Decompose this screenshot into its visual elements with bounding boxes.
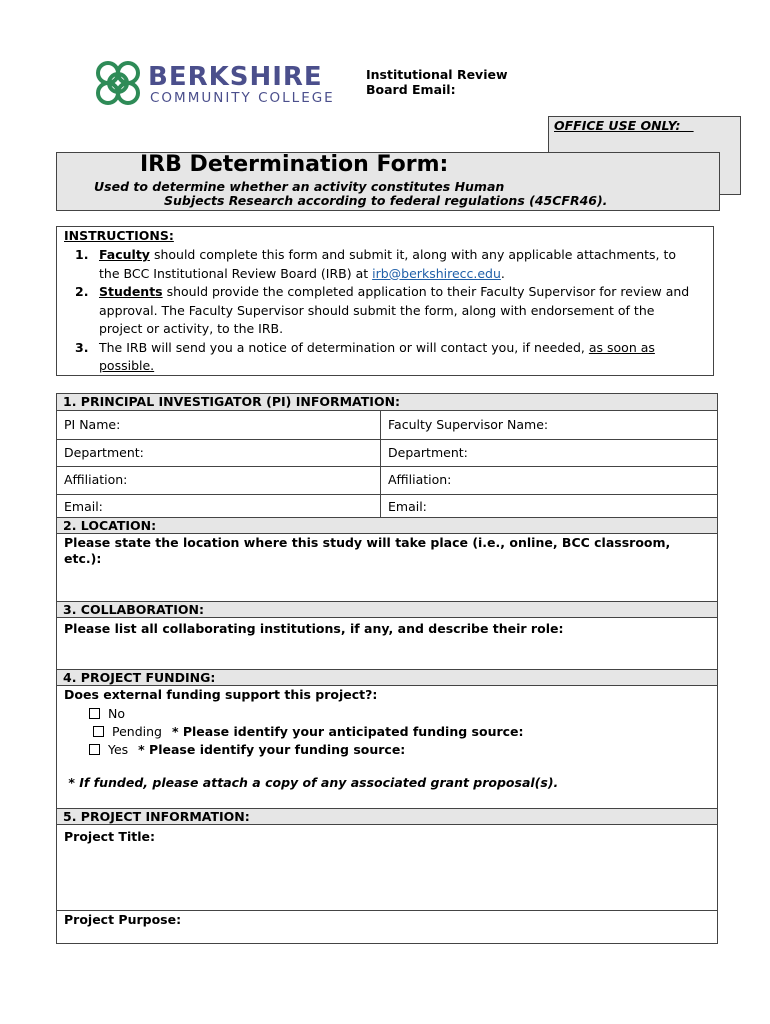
- section-heading-location: 2. LOCATION:: [57, 517, 717, 534]
- funding-option-pending: Pending * Please identify your anticipated funding source:: [93, 724, 524, 739]
- irb-email-link[interactable]: irb@berkshirecc.edu: [372, 265, 501, 281]
- instructions-heading: INSTRUCTIONS:: [64, 228, 174, 243]
- section-heading-collaboration: 3. COLLABORATION:: [57, 601, 717, 618]
- logo-wordmark-berkshire: BERKSHIRE: [148, 62, 323, 92]
- instruction-item: 3. The IRB will send you a notice of determination or will contact you, if needed, as soon as possible.: [75, 339, 655, 373]
- supervisor-email-label: Email:: [388, 499, 427, 514]
- funding-option-no: No: [89, 706, 125, 721]
- instructions-list: [75, 246, 695, 376]
- office-use-title: OFFICE USE ONLY:: [554, 118, 694, 133]
- supervisor-affiliation-label: Affiliation:: [388, 472, 452, 487]
- funding-prompt: Does external funding support this project?:: [64, 687, 378, 702]
- form-title: IRB Determination Form:: [140, 152, 449, 177]
- section-heading-pi: 1. PRINCIPAL INVESTIGATOR (PI) INFORMATION:: [57, 394, 717, 411]
- location-prompt: Please state the location where this study will take place (i.e., online, BCC classroom, etc.):: [64, 535, 671, 566]
- instruction-item: 1. Faculty should complete this form and submit it, along with any applicable attachments, to the BCC Institutional Review Board (IRB) at irb@berkshirecc.edu.: [75, 247, 677, 281]
- pi-affiliation-label: Affiliation:: [64, 472, 128, 487]
- section-heading-project: 5. PROJECT INFORMATION:: [57, 808, 717, 825]
- instruction-item: 2. Students should provide the completed application to their Faculty Supervisor for review and approval. The Faculty Supervisor should submit the form, along with endorsement of the project or activity, to the IRB.: [75, 284, 690, 336]
- checkbox-pending[interactable]: [93, 726, 104, 737]
- subtitle-line-2: Subjects Research according to federal regulations (45CFR46).: [164, 193, 608, 208]
- logo-wordmark-college: COMMUNITY COLLEGE: [150, 90, 335, 106]
- instructions-box: [56, 226, 714, 376]
- checkbox-yes[interactable]: [89, 744, 100, 755]
- form-table: [56, 393, 718, 944]
- funding-option-yes: Yes * Please identify your funding source:: [89, 742, 405, 757]
- project-purpose-label: Project Purpose:: [64, 912, 182, 927]
- college-logo-knot: [90, 55, 146, 111]
- subtitle-line-1: Used to determine whether an activity constitutes Human: [94, 179, 505, 194]
- faculty-supervisor-name-label: Faculty Supervisor Name:: [388, 417, 549, 432]
- collaboration-prompt: Please list all collaborating institutions, if any, and describe their role:: [64, 621, 564, 636]
- pi-email-label: Email:: [64, 499, 103, 514]
- checkbox-no[interactable]: [89, 708, 100, 719]
- funding-footnote: * If funded, please attach a copy of any associated grant proposal(s).: [64, 775, 559, 790]
- pi-name-label: PI Name:: [64, 417, 121, 432]
- irb-contact-header: Institutional Review Board Email:: [366, 67, 508, 97]
- project-title-label: Project Title:: [64, 829, 155, 844]
- pi-department-label: Department:: [64, 445, 144, 460]
- section-heading-funding: 4. PROJECT FUNDING:: [57, 669, 717, 686]
- supervisor-department-label: Department:: [388, 445, 468, 460]
